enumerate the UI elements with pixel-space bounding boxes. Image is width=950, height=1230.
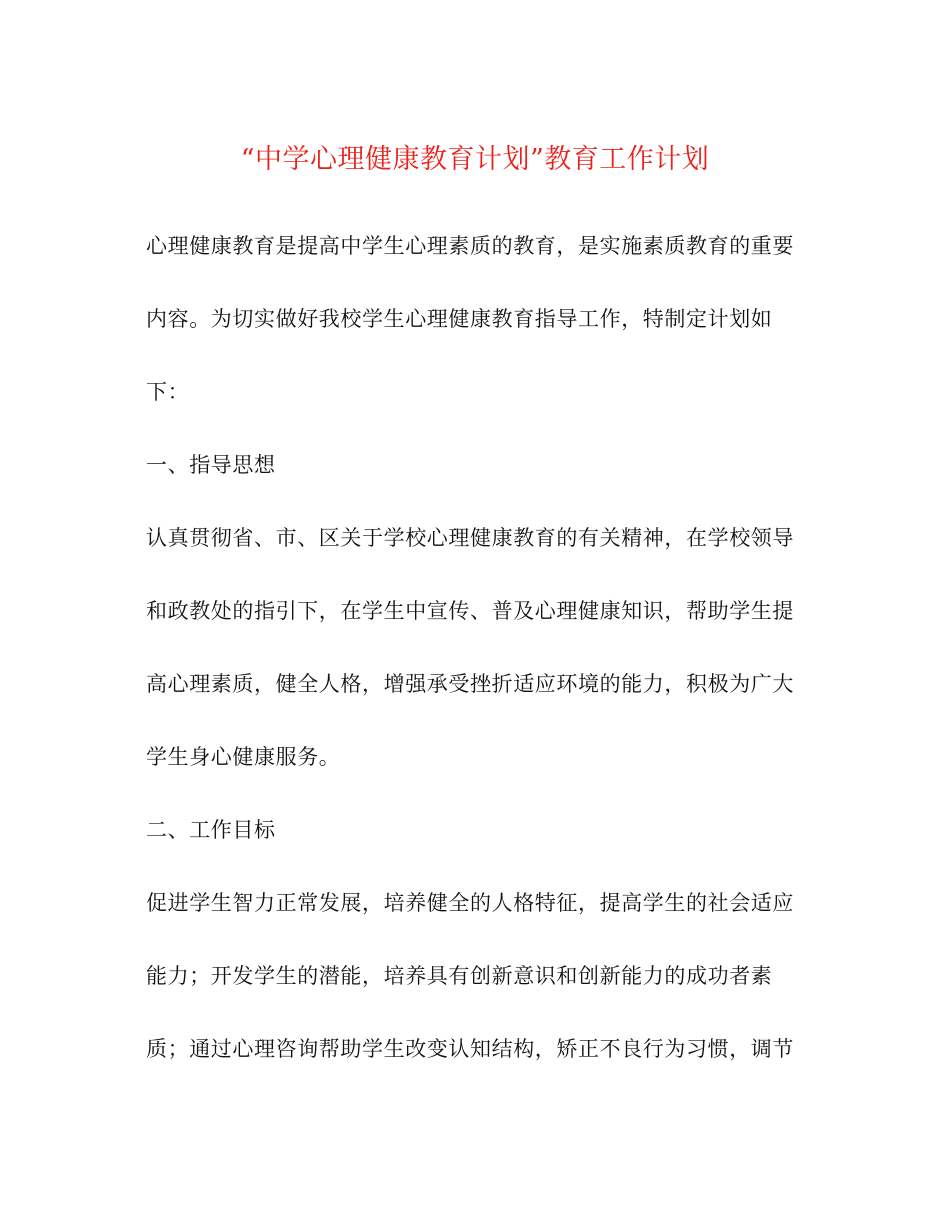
document-title: “中学心理健康教育计划”教育工作计划 [240, 144, 710, 175]
body-line: 能力；开发学生的潜能，培养具有创新意识和创新能力的成功者素 [146, 964, 773, 988]
section-heading-work-goals: 二、工作目标 [146, 818, 276, 842]
body-line: 高心理素质，健全人格，增强承受挫折适应环境的能力，积极为广大 [146, 672, 794, 696]
body-line: 和政教处的指引下，在学生中宣传、普及心理健康知识，帮助学生提 [146, 599, 794, 623]
body-line: 促进学生智力正常发展，培养健全的人格特征，提高学生的社会适应 [146, 891, 794, 915]
document-body [146, 224, 806, 1100]
body-line: 心理健康教育是提高中学生心理素质的教育，是实施素质教育的重要 [146, 234, 794, 258]
body-line: 质；通过心理咨询帮助学生改变认知结构，矫正不良行为习惯，调节 [146, 1037, 794, 1061]
section-heading-guiding-ideology: 一、指导思想 [146, 453, 276, 477]
body-line: 认真贯彻省、市、区关于学校心理健康教育的有关精神，在学校领导 [146, 526, 794, 550]
body-line: 学生身心健康服务。 [146, 745, 341, 769]
body-line: 内容。为切实做好我校学生心理健康教育指导工作，特制定计划如 [146, 307, 773, 331]
body-line: 下： [146, 380, 190, 404]
